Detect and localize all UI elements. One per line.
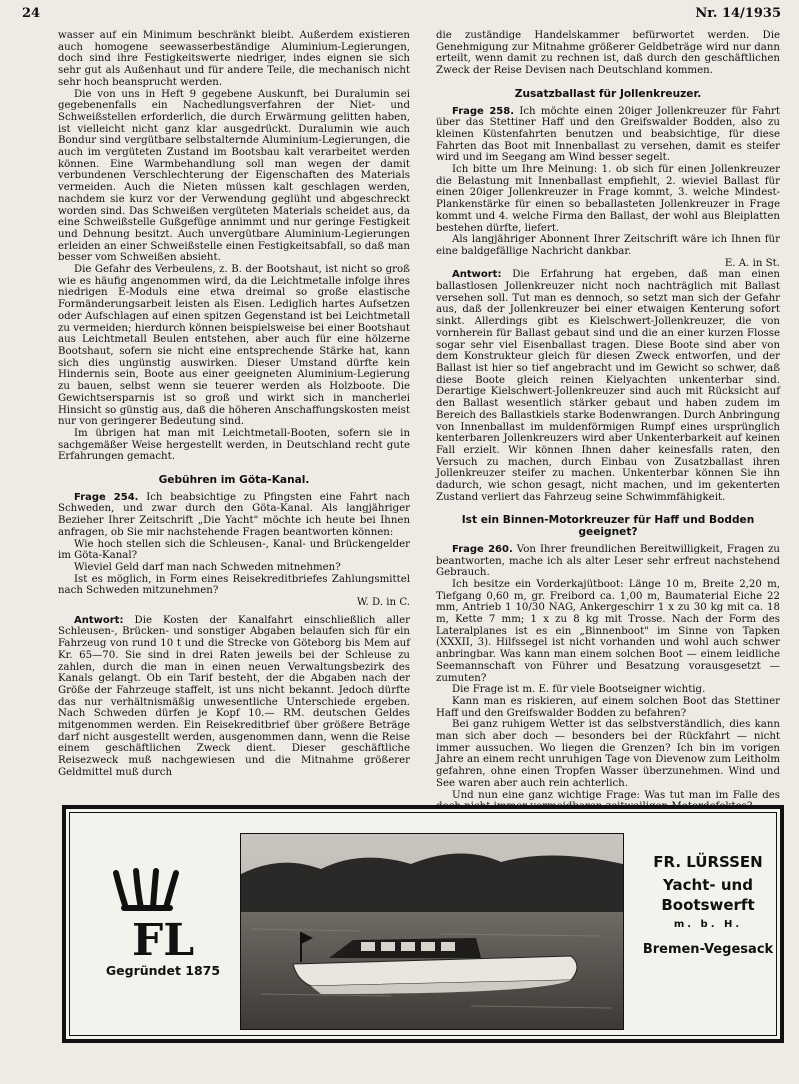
signature: E. A. in St. — [724, 257, 780, 269]
yacht-photograph — [240, 833, 624, 1030]
paragraph: Die Frage ist m. E. für viele Bootseigner wichtig. — [452, 684, 706, 696]
paragraph: Wieviel Geld darf man nach Schweden mitnehmen? — [74, 561, 341, 573]
right-column — [436, 30, 780, 813]
company-line-yacht: Yacht- und — [663, 876, 753, 894]
question-260 — [436, 544, 780, 579]
answer-text: Die Erfahrung hat ergeben, daß man einen ballastlosen Jollenkreuzer nicht noch nachträglich mit Ballast versehen soll. Tut man es dennoch, so setzt man sich der Gefahr aus, daß der Jollenkreuzer bei einer etwaigen Kenterung sofort sinkt. Allerdings gibt es Kielschwert-Jollenkreuzer, die von vornherein für Ballast gebaut sind und die an einer kurzen Flosse sogar sehr viel Eisenballast tragen. Diese Boote sind aber von dem Konstrukteur gleich für diesen Zweck entworfen, und der Ballast ist hier so tief angebracht und im Gewicht so schwer, daß diese Boote gleich reinen Kielyachten unkenterbar sind. Derartige Kielschwert-Jollenkreuzer sind auch mit Rücksicht auf den Ballast wesentlich stärker gebaut und haben zudem im Bereich des Ballastkiels starke Bodenwrangen. Durch Anbringung von Innenballast im muldenförmigen Rumpf eines ursprünglich kenterbaren Jollenkreuzers wird aber Unkenterbarkeit auf keinen Fall erzielt. Wir können Ihnen daher keinesfalls raten, den Versuch zu machen, durch Einbau von Zusatzballast ihren Jollenkreuzer steifer zu machen. Unkenterbar können Sie ihn dadurch, wie schon gesagt, nicht machen, und im gekenterten Zustand verliert das Fahrzeug seine Schwimmfähigkeit. — [436, 269, 780, 503]
question-254 — [58, 492, 410, 539]
answer-label: Antwort: — [74, 614, 124, 626]
company-name: FR. LÜRSSEN — [653, 853, 763, 871]
answer-label: Antwort: — [452, 269, 502, 281]
question-text: Ich möchte einen 20iger Jollenkreuzer für Fahrt über das Stettiner Haff und den Greifswalder Bodden, also zu kleinen Küstenfahrten benutzen und beabsichtige, für diese Fahrten das Boot mit Innenballast zu versehen, damit es steifer wird und im Seegang am Wind besser segelt. — [436, 105, 780, 164]
paragraph: Wie hoch stellen sich die Schleusen-, Kanal- und Brückengelder im Göta-Kanal? — [58, 538, 410, 562]
section-heading-goeta-kanal: Gebühren im Göta-Kanal. — [158, 474, 310, 487]
ad-inner-border — [69, 812, 777, 1036]
answer-254 — [58, 615, 410, 779]
company-city: Bremen-Vegesack — [642, 942, 774, 957]
issue-number: Nr. 14/1935 — [695, 6, 781, 21]
question-label: Frage 260. — [452, 543, 513, 555]
section-heading-zusatzballast: Zusatzballast für Jollenkreuzer. — [514, 87, 702, 100]
answer-258 — [436, 269, 780, 503]
answer-text: Die Kosten der Kanalfahrt einschließlich aller Schleusen-, Brücken- und sonstiger Abgaben belaufen sich für ein Fahrzeug von rund 10 t und die Strecke von Göteborg bis Mem auf Kr. 65—70. Sie sind in drei Raten jeweils bei der Schleuse zu zahlen, durch die man in einen neuen Verwaltungsbezirk des Kanals gelangt. Ob ein Tarif besteht, der die Abgaben nach der Größe der Fahrzeuge staffelt, ist uns nicht bekannt. Jedoch dürfte das nur verhältnismäßig unwesentliche Unterschiede ergeben. Nach Schweden dürfen je Kopf 10.— RM. deutschen Geldes mitgenommen werden. Ein Reisekreditbrief über größere Beträge darf nicht ausgestellt werden, ausgenommen dann, wenn die Reise einem geschäftlichen Zweck dient. Dieser geschäftliche Reisezweck muß nachgewiesen und die Mitnahme größerer Geldmittel muß durch — [58, 614, 410, 778]
advertisement-luerssen — [62, 805, 784, 1043]
svg-text:FL: FL — [132, 915, 195, 963]
yacht-photo-illustration — [241, 834, 623, 1029]
paragraph: Im übrigen hat man mit Leichtmetall-Booten, sofern sie in sachgemäßer Weise hergestellt werden, in Deutschland recht gute Erfahrungen gemacht. — [58, 427, 410, 463]
company-line-werft: Bootswerft — [661, 896, 755, 914]
question-258 — [436, 106, 780, 165]
section-heading-binnen-motorkreuzer: Ist ein Binnen-Motorkreuzer für Haff und Bodden geeignet? — [461, 514, 755, 539]
paragraph: Kann man es riskieren, auf einem solchen Boot das Stettiner Haff und den Greifswalder Bodden zu befahren? — [436, 695, 780, 719]
question-text: Ich beabsichtige zu Pfingsten eine Fahrt nach Schweden, und zwar durch den Göta-Kanal. Als langjähriger Bezieher Ihrer Zeitschrift „Die Yacht" möchte ich heute bei Ihnen anfragen, ob Sie mir nachstehende Fragen beantworten können: — [58, 491, 410, 538]
ad-founded-year: Gegründet 1875 — [105, 963, 221, 978]
paragraph: Und nun eine ganz wichtige Frage: Was tut man im Falle des — [452, 789, 780, 801]
paragraph: Bei ganz ruhigem Wetter ist das selbstverständlich, dies kann man sich aber doch — besonders bei der Rückfahrt — nicht immer aussuchen. Wo liegen die Grenzen? Ich bin im vorigen Jahre an einem recht unruhigen Tage von Dievenow zum Leitholm gefahren, ohne einen Tropfen Wasser überzunehmen. Wind und See waren aber auch rein achterlich. — [436, 719, 780, 789]
question-label: Frage 254. — [74, 491, 139, 503]
left-column — [58, 30, 410, 779]
luerssen-logo-icon — [106, 863, 216, 963]
paragraph: Ich besitze ein Vorderkajütboot: Länge 10 m, Breite 2,20 m, Tiefgang 0,60 m, gr. Freibord ca. 1,00 m, Baumaterial Eiche 22 mm, Antrieb 1 10/30 NAG, Ankergeschirr 1 x zu 30 kg mit ca. 18 m, Kette 7 mm; 1 x zu 8 kg mit Trosse. Nach der Form des Lateralplanes ist es ein „Binnenboot" im Sinne von Tapken (XXXII, 3). Hilfssegel ist nicht vorhanden und wohl auch schwer anbringbar. Was kann man einem solchen Boot — einem leidliche Seemannschaft von Führer und Besatzung vorausgesetzt — zumuten? — [436, 578, 780, 684]
paragraph: Ich bitte um Ihre Meinung: 1. ob sich für einen Jollenkreuzer die Belastung mit Innenballast empfiehlt, 2. wieviel Ballast für einen 20iger Jollenkreuzer in Frage kommt, 3. welche Mindest-Plankenstärke für einen so beballasteten Jollenkreuzer in Frage kommt und 4. welche Firma den Ballast, der wohl aus Bleiplatten bestehen dürfte, liefert. — [436, 164, 780, 234]
signature: W. D. in C. — [356, 597, 410, 609]
company-legal-form: m. b. H. — [673, 919, 743, 930]
paragraph: Als langjähriger Abonnent Ihrer Zeitschrift wäre ich Ihnen für eine baldgefällige Nachricht dankbar. — [436, 234, 780, 257]
question-text: Von Ihrer freundlichen Bereitwilligkeit, Fragen zu beantworten, mache ich als alter Leser sehr erfreut nachstehend Gebrauch. — [436, 543, 780, 579]
paragraph: Ist es möglich, in Form eines Reisekreditbriefes Zahlungsmittel nach Schweden mitzunehmen? — [58, 573, 410, 597]
paragraph: wasser auf ein Minimum beschränkt bleibt. Außerdem existieren auch homogene seewasserbeständige Aluminium-Legierungen, doch sind ihre Festigkeitswerte niedriger, indes eignen sie sich sehr gut als Außenhaut und für andere Teile, die mechanisch nicht sehr hoch beansprucht werden. — [58, 30, 410, 88]
paragraph: die zuständige Handelskammer befürwortet werden. Die Genehmigung zur Mitnahme größerer Geldbeträge wird nur dann erteilt, wenn damit zu rechnen ist, daß durch den geschäftlichen Zweck der Reise Devisen nach Deutschland kommen. — [436, 30, 780, 77]
paragraph: Die von uns in Heft 9 gegebene Auskunft, bei Duralumin sei gegebenenfalls ein Nachedlungsverfahren der Niet- und Schweißstellen erforderlich, die durch Erwärmung gelitten haben, ist vielleicht nicht ganz klar ausgedrückt. Duralumin wie auch Bondur sind vergütbare selbstalternde Aluminium-Legierungen, die auch im vergüteten Zustand im Bootsbau kalt verarbeitet werden können. Eine Warmbehandlung soll man wegen der damit verbundenen Verschlechterung der Eigenschaften des Materials vermeiden. Auch die Nieten müssen kalt geschlagen werden, nachdem sie kurz vor der Verwendung geglüht und abgeschreckt worden sind. Das Schweißen vergüteten Materials scheidet aus, da eine Schweißstelle Gußgefüge annimmt und nur geringe Festigkeit und Dehnung besitzt. Auch unvergütbare Aluminium-Legierungen erleiden an einer Schweißstelle einen Festigkeitsabfall, so daß man besser vom Schweißen absieht. — [58, 88, 410, 264]
page-number: 24 — [22, 6, 41, 21]
question-label: Frage 258. — [452, 105, 515, 117]
ad-company-block — [638, 853, 778, 957]
paragraph: Die Gefahr des Verbeulens, z. B. der Bootshaut, ist nicht so groß wie es häufig angenommen wird, da die Leichtmetalle infolge ihres niedrigen E-Moduls eine etwa dreimal so große elastische Formänderungsarbeit leisten als Eisen. Lediglich hartes Aufsetzen oder Aufschlagen auf einen spitzen Gegenstand ist bei Leichtmetall zu vermeiden; hierdurch können beispielsweise bei einer Bootshaut aus Leichtmetall Beulen entstehen, aber auch für eine hölzerne Bootshaut, sofern sie nicht eine entsprechende Stärke hat, kann sich dies ungünstig auswirken. Dieser Umstand dürfte kein Hindernis sein, Boote aus einer geeigneten Aluminium-Legierung zu bauen, selbst wenn sie teuerer werden als Holzboote. Die Gewichtsersparnis ist so groß und wirkt sich in mancherlei Hinsicht so günstig aus, daß die höheren Anschaffungskosten meist nur von geringerer Bedeutung sind. — [58, 264, 410, 428]
